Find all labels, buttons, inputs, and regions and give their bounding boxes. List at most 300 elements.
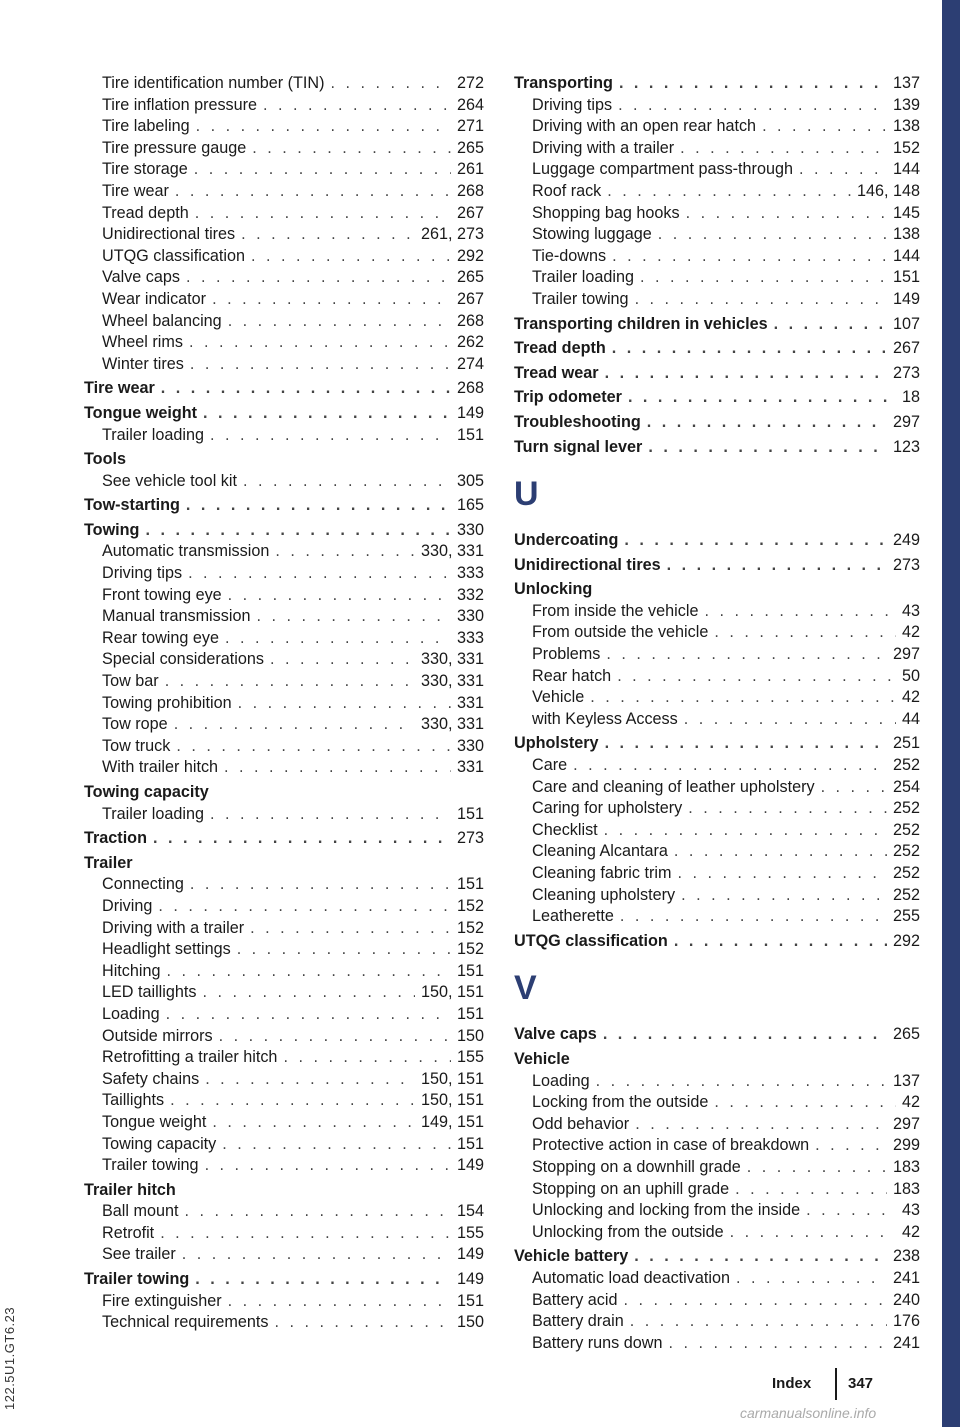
leader-dots bbox=[688, 798, 887, 820]
leader-dots bbox=[190, 874, 451, 896]
index-page-ref: 261 bbox=[456, 160, 484, 179]
index-subentry bbox=[514, 159, 920, 181]
index-subentry bbox=[84, 73, 484, 95]
index-term: Checklist bbox=[532, 820, 598, 839]
index-term: Unlocking bbox=[514, 580, 593, 599]
leader-dots bbox=[196, 116, 451, 138]
index-term: Loading bbox=[532, 1071, 590, 1090]
index-term: Towing bbox=[84, 520, 140, 539]
index-page-ref: 43 bbox=[901, 1201, 920, 1220]
leader-dots bbox=[606, 644, 887, 666]
index-subentry bbox=[84, 961, 484, 983]
index-page-ref: 146, 148 bbox=[856, 181, 920, 200]
index-page-ref: 251 bbox=[892, 734, 920, 753]
index-entry bbox=[514, 387, 920, 409]
index-subentry bbox=[84, 736, 484, 758]
leader-dots bbox=[686, 203, 887, 225]
index-term: Driving with an open rear hatch bbox=[532, 117, 757, 136]
index-term: Trailer bbox=[84, 853, 133, 872]
leader-dots bbox=[714, 1092, 896, 1114]
index-term: Vehicle bbox=[532, 688, 585, 707]
index-entry bbox=[84, 520, 484, 542]
index-subentry bbox=[84, 354, 484, 376]
index-page-ref: 149 bbox=[456, 1156, 484, 1175]
index-subentry bbox=[514, 885, 920, 907]
leader-dots bbox=[202, 982, 415, 1004]
chapter-tab-bar bbox=[942, 0, 960, 1427]
index-term: Towing prohibition bbox=[102, 693, 232, 712]
index-page-ref: 267 bbox=[456, 289, 484, 308]
leader-dots bbox=[635, 289, 887, 311]
index-subentry bbox=[84, 939, 484, 961]
index-subentry bbox=[84, 1004, 484, 1026]
index-term: Trailer towing bbox=[532, 289, 629, 308]
index-term: Shopping bag hooks bbox=[532, 203, 680, 222]
index-page-ref: 149 bbox=[456, 1270, 484, 1289]
index-subentry bbox=[84, 332, 484, 354]
index-subentry bbox=[514, 644, 920, 666]
index-subentry bbox=[84, 649, 484, 671]
index-subentry bbox=[514, 203, 920, 225]
index-column-right bbox=[514, 73, 920, 1354]
index-subentry bbox=[84, 982, 484, 1004]
index-subentry bbox=[84, 95, 484, 117]
leader-dots bbox=[605, 363, 887, 385]
index-subentry bbox=[514, 289, 920, 311]
index-term: Vehicle battery bbox=[514, 1247, 629, 1266]
index-page-ref: 138 bbox=[892, 117, 920, 136]
index-term: Driving tips bbox=[532, 95, 613, 114]
index-subentry bbox=[514, 95, 920, 117]
index-subentry bbox=[84, 1291, 484, 1313]
index-term: Trailer loading bbox=[102, 425, 204, 444]
leader-dots bbox=[188, 563, 451, 585]
index-term: UTQG classification bbox=[514, 931, 668, 950]
index-term: Undercoating bbox=[514, 531, 619, 550]
leader-dots bbox=[617, 666, 896, 688]
index-subentry bbox=[84, 138, 484, 160]
index-page-ref: 330, 331 bbox=[420, 672, 484, 691]
index-page-ref: 252 bbox=[892, 756, 920, 775]
index-term: Trailer towing bbox=[84, 1270, 190, 1289]
index-term: Tie-downs bbox=[532, 246, 607, 265]
index-subentry bbox=[514, 1200, 920, 1222]
index-subentry bbox=[84, 804, 484, 826]
index-page-ref: 254 bbox=[892, 777, 920, 796]
index-term: Rear hatch bbox=[532, 666, 612, 685]
index-page-ref: 151 bbox=[456, 1004, 484, 1023]
index-page-ref: 150, 151 bbox=[420, 1069, 484, 1088]
index-term: Driving with a trailer bbox=[532, 138, 675, 157]
index-page-ref: 149 bbox=[456, 1245, 484, 1264]
index-term: Tow rope bbox=[102, 715, 168, 734]
index-page-ref: 151 bbox=[456, 1134, 484, 1153]
index-letter-heading: U bbox=[514, 475, 539, 514]
index-page-ref: 267 bbox=[456, 203, 484, 222]
index-page-ref: 144 bbox=[892, 160, 920, 179]
index-subentry bbox=[84, 563, 484, 585]
index-term: Connecting bbox=[102, 875, 184, 894]
leader-dots bbox=[203, 403, 451, 425]
leader-dots bbox=[331, 73, 451, 95]
index-subentry bbox=[84, 1069, 484, 1091]
leader-dots bbox=[612, 246, 887, 268]
index-term: Roof rack bbox=[532, 181, 602, 200]
index-entry bbox=[514, 1246, 920, 1268]
leader-dots bbox=[243, 471, 451, 493]
index-page-ref: 330, 331 bbox=[420, 542, 484, 561]
index-subentry bbox=[84, 159, 484, 181]
leader-dots bbox=[704, 601, 896, 623]
leader-dots bbox=[619, 73, 887, 95]
index-page-ref: 252 bbox=[892, 799, 920, 818]
index-entry bbox=[84, 403, 484, 425]
index-term: Tow bar bbox=[102, 672, 159, 691]
leader-dots bbox=[263, 95, 451, 117]
index-subentry bbox=[84, 311, 484, 333]
leader-dots bbox=[190, 354, 451, 376]
index-page-ref: 255 bbox=[892, 907, 920, 926]
leader-dots bbox=[212, 1112, 415, 1134]
index-term: Loading bbox=[102, 1004, 160, 1023]
index-subentry bbox=[514, 666, 920, 688]
leader-dots bbox=[222, 1134, 451, 1156]
index-page-ref: 297 bbox=[892, 412, 920, 431]
index-page-ref: 331 bbox=[456, 693, 484, 712]
index-page-ref: 155 bbox=[456, 1048, 484, 1067]
index-page-ref: 150, 151 bbox=[420, 983, 484, 1002]
leader-dots bbox=[604, 820, 887, 842]
index-term: Transporting children in vehicles bbox=[514, 314, 768, 333]
index-term: Front towing eye bbox=[102, 585, 222, 604]
leader-dots bbox=[806, 1200, 896, 1222]
index-page-ref: 152 bbox=[456, 896, 484, 915]
index-page-ref: 268 bbox=[456, 311, 484, 330]
index-page-ref: 150 bbox=[456, 1026, 484, 1045]
leader-dots bbox=[274, 1312, 451, 1334]
index-page-ref: 273 bbox=[456, 829, 484, 848]
index-subentry bbox=[514, 687, 920, 709]
leader-dots bbox=[212, 289, 451, 311]
leader-dots bbox=[590, 687, 896, 709]
index-page-ref: 176 bbox=[892, 1312, 920, 1331]
index-entry bbox=[84, 378, 484, 400]
index-term: Safety chains bbox=[102, 1069, 200, 1088]
leader-dots bbox=[160, 1223, 451, 1245]
index-entry bbox=[514, 530, 920, 552]
index-term: Headlight settings bbox=[102, 940, 231, 959]
index-page-ref: 151 bbox=[456, 425, 484, 444]
index-page-ref: 333 bbox=[456, 628, 484, 647]
index-entry bbox=[84, 1180, 484, 1202]
watermark: carmanualsonline.info bbox=[740, 1405, 877, 1421]
index-entry bbox=[84, 1269, 484, 1291]
index-page-ref: 299 bbox=[892, 1136, 920, 1155]
page-number: 347 bbox=[848, 1375, 874, 1392]
index-page-ref: 165 bbox=[456, 496, 484, 515]
leader-dots bbox=[219, 1026, 451, 1048]
index-page-ref: 18 bbox=[901, 388, 920, 407]
index-subentry bbox=[514, 181, 920, 203]
index-page-ref: 330, 331 bbox=[420, 715, 484, 734]
footer-section-label: Index bbox=[772, 1375, 812, 1392]
leader-dots bbox=[252, 138, 451, 160]
leader-dots bbox=[647, 412, 887, 434]
index-page-ref: 292 bbox=[456, 246, 484, 265]
index-subentry bbox=[514, 755, 920, 777]
index-subentry bbox=[514, 798, 920, 820]
leader-dots bbox=[774, 314, 887, 336]
index-term: Tire labeling bbox=[102, 117, 190, 136]
index-subentry bbox=[514, 1135, 920, 1157]
index-page-ref: 183 bbox=[892, 1157, 920, 1176]
index-term: Unlocking from the outside bbox=[532, 1222, 724, 1241]
leader-dots bbox=[153, 828, 451, 850]
leader-dots bbox=[161, 378, 451, 400]
index-page-ref: 330 bbox=[456, 607, 484, 626]
index-page-ref: 149 bbox=[456, 403, 484, 422]
index-term: Stopping on a downhill grade bbox=[532, 1157, 741, 1176]
index-term: Rear towing eye bbox=[102, 628, 219, 647]
index-page-ref: 274 bbox=[456, 354, 484, 373]
index-page-ref: 149 bbox=[892, 289, 920, 308]
leader-dots bbox=[607, 181, 851, 203]
leader-dots bbox=[684, 709, 896, 731]
index-page-ref: 42 bbox=[901, 688, 920, 707]
index-subentry bbox=[84, 1090, 484, 1112]
index-subentry bbox=[84, 896, 484, 918]
index-term: Tread depth bbox=[514, 339, 606, 358]
index-term: Tire identification number (TIN) bbox=[102, 74, 325, 92]
index-subentry bbox=[84, 1155, 484, 1177]
index-entry bbox=[514, 733, 920, 755]
index-entry bbox=[84, 828, 484, 850]
index-subentry bbox=[84, 1026, 484, 1048]
index-entry bbox=[84, 495, 484, 517]
index-page-ref: 151 bbox=[456, 961, 484, 980]
index-term: Trailer hitch bbox=[84, 1180, 176, 1199]
index-term: Caring for upholstery bbox=[532, 799, 683, 818]
index-term: Battery runs down bbox=[532, 1333, 663, 1352]
index-page-ref: 240 bbox=[892, 1290, 920, 1309]
index-entry bbox=[84, 449, 484, 471]
index-page-ref: 249 bbox=[892, 531, 920, 550]
index-page-ref: 150, 151 bbox=[420, 1091, 484, 1110]
leader-dots bbox=[623, 1290, 887, 1312]
index-subentry bbox=[84, 1201, 484, 1223]
index-entry bbox=[514, 1049, 920, 1071]
index-term: Cleaning upholstery bbox=[532, 885, 676, 904]
leader-dots bbox=[605, 733, 887, 755]
index-subentry bbox=[84, 267, 484, 289]
index-subentry bbox=[84, 1047, 484, 1069]
index-subentry bbox=[514, 1222, 920, 1244]
leader-dots bbox=[182, 1244, 451, 1266]
index-subentry bbox=[84, 203, 484, 225]
index-subentry bbox=[514, 138, 920, 160]
index-term: Unlocking and locking from the inside bbox=[532, 1201, 801, 1220]
leader-dots bbox=[677, 863, 887, 885]
index-term: Special considerations bbox=[102, 650, 264, 669]
index-page-ref: 137 bbox=[892, 74, 920, 92]
index-term: UTQG classification bbox=[102, 246, 246, 265]
index-page-ref: 139 bbox=[892, 95, 920, 114]
index-entry bbox=[84, 853, 484, 875]
index-page-ref: 265 bbox=[892, 1025, 920, 1044]
index-term: Fire extinguisher bbox=[102, 1291, 222, 1310]
index-page-ref: 262 bbox=[456, 333, 484, 352]
index-page-ref: 144 bbox=[892, 246, 920, 265]
index-page-ref: 43 bbox=[901, 601, 920, 620]
index-subentry bbox=[84, 289, 484, 311]
index-term: Vehicle bbox=[514, 1049, 570, 1068]
index-term: Tire wear bbox=[102, 181, 169, 200]
leader-dots bbox=[194, 159, 451, 181]
leader-dots bbox=[250, 918, 451, 940]
index-term: Tongue weight bbox=[84, 403, 197, 422]
index-term: Trailer loading bbox=[532, 268, 634, 287]
index-page-ref: 273 bbox=[892, 363, 920, 382]
index-page-ref: 151 bbox=[456, 1291, 484, 1310]
leader-dots bbox=[237, 939, 451, 961]
index-term: Retrofitting a trailer hitch bbox=[102, 1048, 278, 1067]
index-term: Battery acid bbox=[532, 1290, 618, 1309]
leader-dots bbox=[603, 1024, 887, 1046]
leader-dots bbox=[681, 885, 887, 907]
leader-dots bbox=[210, 425, 451, 447]
index-subentry bbox=[514, 116, 920, 138]
index-term: Trailer loading bbox=[102, 804, 204, 823]
leader-dots bbox=[166, 961, 451, 983]
index-term: With trailer hitch bbox=[102, 758, 219, 777]
index-term: Leatherette bbox=[532, 907, 614, 926]
index-page-ref: 149, 151 bbox=[420, 1112, 484, 1131]
leader-dots bbox=[195, 1269, 451, 1291]
index-subentry bbox=[84, 757, 484, 779]
leader-dots bbox=[821, 777, 887, 799]
leader-dots bbox=[735, 1179, 887, 1201]
leader-dots bbox=[174, 714, 415, 736]
leader-dots bbox=[658, 224, 887, 246]
index-page-ref: 252 bbox=[892, 864, 920, 882]
index-term: Troubleshooting bbox=[514, 412, 641, 431]
index-page-ref: 268 bbox=[456, 379, 484, 398]
index-subentry bbox=[514, 820, 920, 842]
index-page-ref: 333 bbox=[456, 564, 484, 583]
index-page-ref: 267 bbox=[892, 339, 920, 358]
index-subentry bbox=[84, 918, 484, 940]
index-page-ref: 42 bbox=[901, 623, 920, 642]
index-subentry bbox=[514, 1268, 920, 1290]
index-page-ref: 42 bbox=[901, 1222, 920, 1241]
index-page-ref: 123 bbox=[892, 437, 920, 456]
index-subentry bbox=[84, 246, 484, 268]
index-page-ref: 44 bbox=[901, 709, 920, 728]
index-term: Care bbox=[532, 756, 568, 775]
index-term: Tire storage bbox=[102, 160, 188, 179]
index-page-ref: 137 bbox=[892, 1071, 920, 1090]
leader-dots bbox=[166, 1004, 451, 1026]
index-term: Tire pressure gauge bbox=[102, 138, 247, 157]
leader-dots bbox=[165, 671, 415, 693]
index-subentry bbox=[514, 224, 920, 246]
leader-dots bbox=[573, 755, 887, 777]
index-term: Stopping on an uphill grade bbox=[532, 1179, 730, 1198]
leader-dots bbox=[667, 555, 887, 577]
index-term: Valve caps bbox=[514, 1025, 597, 1044]
index-term: Locking from the outside bbox=[532, 1093, 709, 1112]
leader-dots bbox=[283, 1047, 451, 1069]
leader-dots bbox=[648, 437, 887, 459]
leader-dots bbox=[275, 541, 415, 563]
index-term: Transporting bbox=[514, 74, 613, 92]
index-page-ref: 330 bbox=[456, 736, 484, 755]
index-page-ref: 252 bbox=[892, 820, 920, 839]
index-page-ref: 238 bbox=[892, 1247, 920, 1266]
index-page-ref: 42 bbox=[901, 1093, 920, 1112]
leader-dots bbox=[762, 116, 887, 138]
index-subentry bbox=[84, 585, 484, 607]
leader-dots bbox=[186, 495, 451, 517]
leader-dots bbox=[730, 1222, 896, 1244]
index-subentry bbox=[84, 606, 484, 628]
leader-dots bbox=[634, 1246, 887, 1268]
leader-dots bbox=[596, 1071, 887, 1093]
index-page-ref: 145 bbox=[892, 203, 920, 222]
index-subentry bbox=[84, 628, 484, 650]
leader-dots bbox=[680, 138, 887, 160]
index-subentry bbox=[84, 874, 484, 896]
leader-dots bbox=[630, 1311, 887, 1333]
leader-dots bbox=[674, 841, 887, 863]
leader-dots bbox=[176, 736, 451, 758]
index-page-ref: 273 bbox=[892, 555, 920, 574]
index-column-left bbox=[84, 73, 484, 1334]
index-page-ref: 50 bbox=[901, 666, 920, 685]
index-page-ref: 265 bbox=[456, 268, 484, 287]
index-subentry bbox=[514, 1157, 920, 1179]
leader-dots bbox=[668, 1333, 887, 1355]
index-subentry bbox=[84, 1112, 484, 1134]
index-subentry bbox=[514, 906, 920, 928]
leader-dots bbox=[815, 1135, 887, 1157]
leader-dots bbox=[228, 311, 451, 333]
index-term: Traction bbox=[84, 829, 147, 848]
index-term: Driving bbox=[102, 896, 153, 915]
index-subentry bbox=[84, 693, 484, 715]
index-subentry bbox=[84, 1244, 484, 1266]
index-page-ref: 297 bbox=[892, 645, 920, 664]
index-page-ref: 305 bbox=[456, 471, 484, 490]
index-term: Tow-starting bbox=[84, 496, 180, 515]
index-subentry bbox=[84, 541, 484, 563]
index-subentry bbox=[84, 714, 484, 736]
index-page-ref: 241 bbox=[892, 1333, 920, 1352]
index-term: Upholstery bbox=[514, 734, 599, 753]
index-subentry bbox=[84, 224, 484, 246]
index-page-ref: 330, 331 bbox=[420, 650, 484, 669]
leader-dots bbox=[674, 931, 887, 953]
index-page-ref: 297 bbox=[892, 1114, 920, 1133]
index-page-ref: 272 bbox=[456, 74, 484, 92]
index-entry bbox=[514, 338, 920, 360]
index-entry bbox=[514, 931, 920, 953]
index-term: Outside mirrors bbox=[102, 1026, 213, 1045]
index-subentry bbox=[514, 1290, 920, 1312]
leader-dots bbox=[145, 520, 451, 542]
index-term: Cleaning fabric trim bbox=[532, 864, 672, 882]
index-term: Taillights bbox=[102, 1091, 165, 1110]
